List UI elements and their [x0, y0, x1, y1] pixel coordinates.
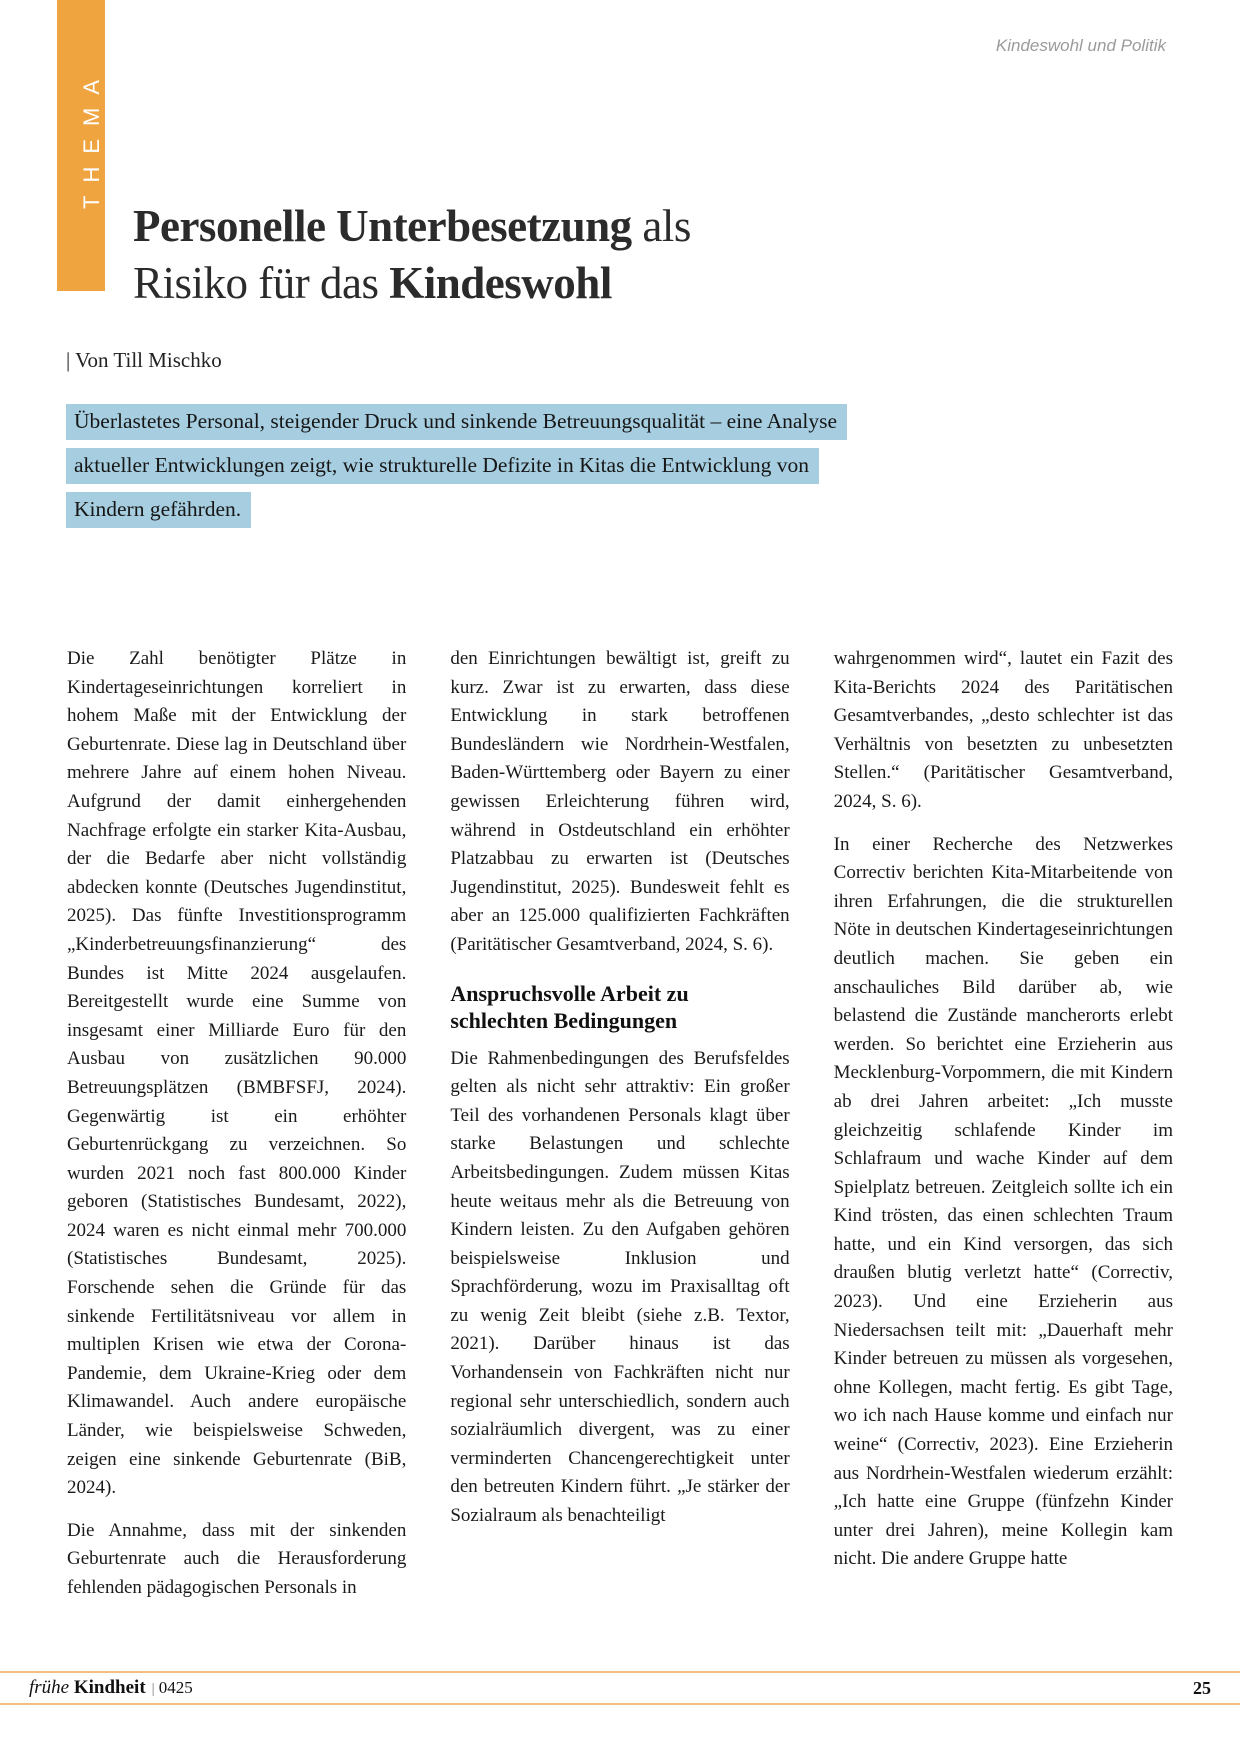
body-columns — [67, 645, 1173, 1617]
title-line2-bold: Kindeswohl — [389, 257, 612, 308]
lead-line-2-text: aktueller Entwicklungen zeigt, wie strukturelle Defizite in Kitas die Entwicklung von — [66, 448, 819, 484]
footer-journal-name — [29, 1677, 193, 1699]
footer-separator: | — [151, 1681, 155, 1697]
lead-line-1-text: Überlastetes Personal, steigender Druck und sinkende Betreuungsqualität – eine Analyse — [66, 404, 847, 440]
col1-paragraph-2: Die Annahme, dass mit der sinkenden Geburtenrate auch die Herausforderung fehlenden pädagogischen Personals in — [67, 1519, 407, 1598]
col3-paragraph-1: wahrgenommen wird“, lautet ein Fazit des Kita-Berichts 2024 des Paritätischen Gesamtverbandes, „desto schlechter ist das Verhältnis von besetzten zu unbesetzten Stellen.“ (Paritätischer Gesamtverband, 2024, S. 6). — [833, 648, 1173, 812]
footer-journal-italic: frühe — [29, 1677, 70, 1698]
column-2 — [450, 645, 789, 1617]
title-line1-bold: Personelle Unterbesetzung — [133, 201, 632, 252]
column-3 — [834, 645, 1173, 1617]
lead-line-1 — [66, 404, 847, 440]
article-title — [133, 198, 691, 311]
lead-line-3-text: Kindern gefährden. — [66, 492, 251, 528]
lead-paragraph — [66, 404, 847, 536]
byline: | Von Till Mischko — [66, 348, 222, 372]
lead-line-2 — [66, 448, 847, 484]
column-1 — [67, 645, 406, 1617]
title-line1-regular: als — [631, 201, 691, 252]
section-heading: Anspruchsvolle Arbeit zu schlechten Bedingungen — [450, 980, 689, 1034]
col2-paragraph-continuation: den Einrichtungen bewältigt ist, greift zu kurz. Zwar ist zu erwarten, dass diese Entwicklung in stark betroffenen Bundesländern wie Nordrhein-Westfalen, Baden-Württemberg oder Bayern zu einer gewissen Erleichterung führen wird, während in Ostdeutschland ein erhöhter Platzabbau zu erwarten ist (Deutsches Jugendinstitut, 2025). Bundesweit fehlt es aber an 125.000 qualifizierten Fachkräften (Paritätischer Gesamtverband, 2024, S. 6). — [450, 648, 790, 955]
title-line2-regular: Risiko für das — [133, 257, 390, 308]
page-footer — [0, 1671, 1240, 1705]
col3-paragraph-2: In einer Recherche des Netzwerkes Correctiv berichten Kita-Mitarbeitende von ihren Erfahrungen, die die strukturellen Nöte in deutschen Kindertageseinrichtungen deutlich machen. Sie geben ein anschauliches Bild darüber ab, wie belastend die Zustände mancherorts erlebt werden. So berichtet eine Erzieherin aus Mecklenburg-Vorpommern, die mit Kindern ab drei Jahren arbeitet: „Ich musste gleichzeitig schlafende Kinder im Schlafraum und wache Kinder auf dem Spielplatz betreuen. Zeitgleich sollte ich ein Kind trösten, das einen schlechten Traum hatte, und ein Kind versorgen, das sich draußen blutig verletzt hatte“ (Correctiv, 2023). Und eine Erzieherin aus Niedersachsen teilt mit: „Dauerhaft mehr Kinder betreuen zu müssen als vorgesehen, ohne Kollegen, macht fertig. Es gibt Tage, wo ich nach Hause komme und einfach nur weine“ (Correctiv, 2023). Eine Erzieherin aus Nordrhein-Westfalen wiederum erzählt: „Ich hatte eine Gruppe (fünfzehn Kinder unter drei Jahren), meine Kollegin kam nicht. Die andere Gruppe hatte — [833, 833, 1173, 1570]
section-context-label: Kindeswohl und Politik — [995, 36, 1166, 55]
footer-page-number: 25 — [1193, 1677, 1211, 1698]
footer-issue: 0425 — [158, 1678, 193, 1697]
lead-line-3 — [66, 492, 847, 528]
footer-journal-bold: Kindheit — [73, 1677, 146, 1698]
thema-banner — [57, 0, 105, 291]
col2-paragraph: Die Rahmenbedingungen des Berufsfeldes gelten als nicht sehr attraktiv: Ein großer Teil des vorhandenen Personals klagt über starke Belastungen und schlechte Arbeitsbedingungen. Zudem müssen Kitas heute weitaus mehr als die Betreuung von Kindern leisten. Zu den Aufgaben gehören beispielsweise Inklusion und Sprachförderung, wozu im Praxisalltag oft zu wenig Zeit bleibt (siehe z.B. Textor, 2021). Darüber hinaus ist das Vorhandensein von Fachkräften nicht nur regional sehr unterschiedlich, sondern auch sozialräumlich divergent, was zu einer verminderten Chancengerechtigkeit unter den betreuten Kindern führt. „Je stärker der Sozialraum als benachteiligt — [450, 1047, 790, 1527]
thema-banner-label: THEMA — [79, 66, 104, 209]
col1-paragraph-1: Die Zahl benötigter Plätze in Kindertageseinrichtungen korreliert in hohem Maße mit der Entwicklung der Geburtenrate. Diese lag in Deutschland über mehrere Jahre auf einem hohen Niveau. Aufgrund der damit einhergehenden Nachfrage erfolgte ein starker Kita-Ausbau, der die Bedarfe aber nicht vollständig abdecken konnte (Deutsches Jugendinstitut, 2025). Das fünfte Investitionsprogramm „Kinderbetreuungsfinanzierung“ des Bundes ist Mitte 2024 ausgelaufen. Bereitgestellt wurde eine Summe von insgesamt einer Milliarde Euro für den Ausbau von zusätzlichen 90.000 Betreuungsplätzen (BMBFSFJ, 2024). Gegenwärtig ist ein erhöhter Geburtenrückgang zu verzeichnen. So wurden 2021 noch fast 800.000 Kinder geboren (Statistisches Bundesamt, 2022), 2024 waren es nicht einmal mehr 700.000 (Statistisches Bundesamt, 2025). Forschende sehen die Gründe für das sinkende Fertilitätsniveau vor allem in multiplen Krisen wie etwa der Corona-Pandemie, dem Ukraine-Krieg oder dem Klimawandel. Auch andere europäische Länder, wie beispielsweise Schweden, zeigen eine sinkende Geburtenrate (BiB, 2024). — [67, 648, 407, 1499]
